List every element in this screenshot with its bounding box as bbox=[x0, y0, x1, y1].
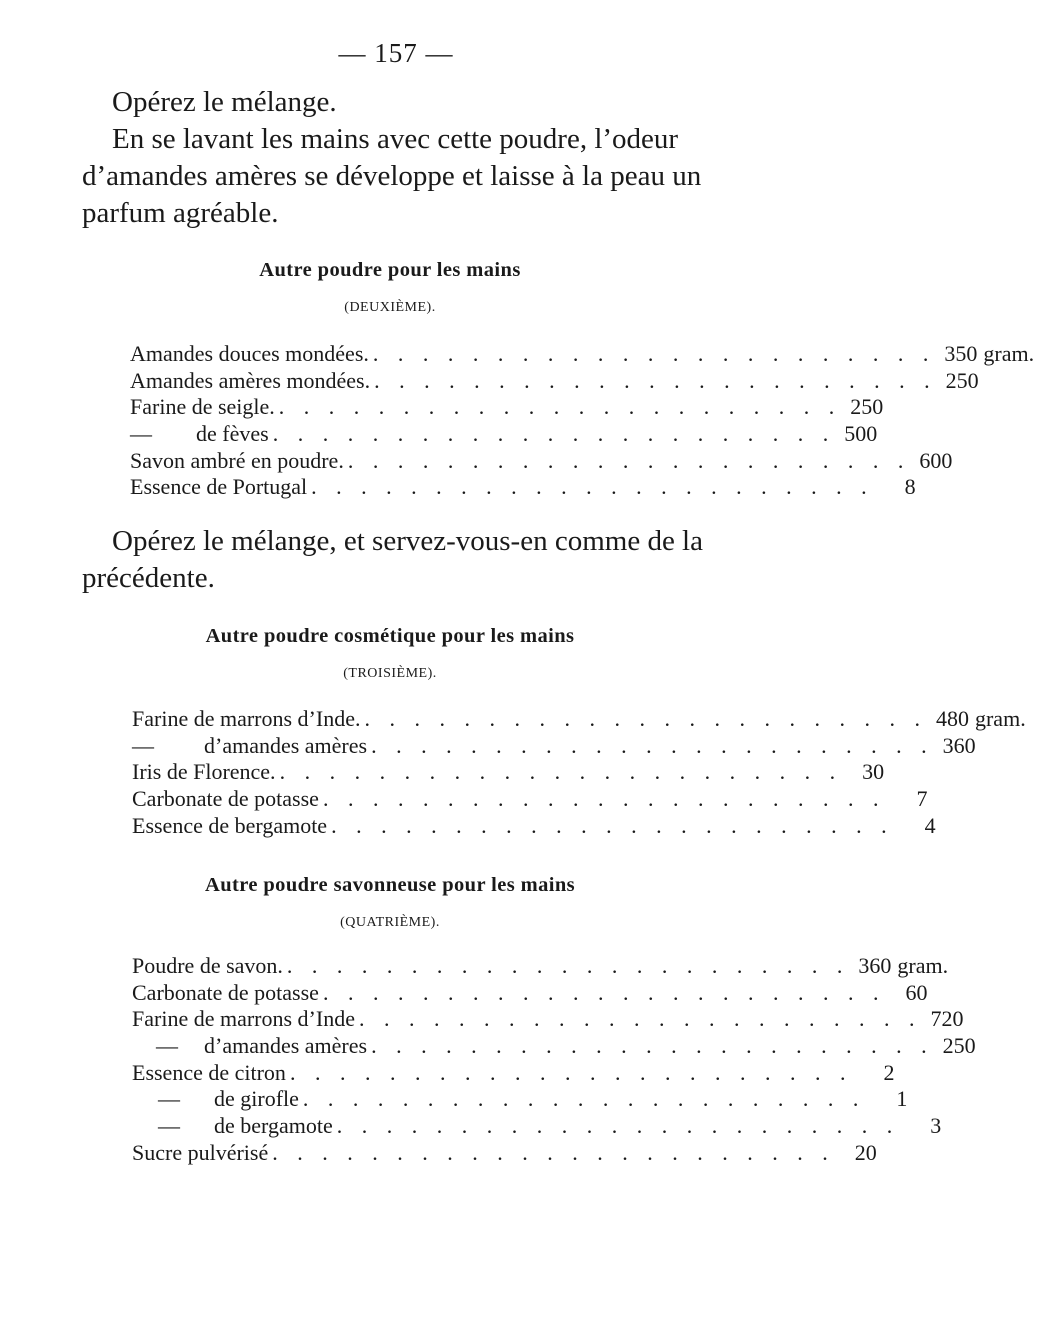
ingredient-qty: 3 bbox=[930, 1113, 942, 1139]
leader-dots: . . . . . . . . . . . . . . . . . . . . . . . bbox=[272, 1139, 835, 1165]
leader-dots: . . . . . . . . . . . . . . . . . . . . . . . bbox=[278, 394, 842, 420]
ingredient-name bbox=[130, 421, 269, 447]
ingredient-qty: 1 bbox=[896, 1086, 908, 1112]
ingredient-row bbox=[130, 447, 953, 475]
ingredient-qty: 720 bbox=[930, 1006, 964, 1032]
ingredient-row bbox=[132, 786, 928, 813]
ingredient-row bbox=[132, 812, 936, 840]
paragraph-2: En se lavant les mains avec cette poudre, l’odeur d’amandes amères se développe et laisse à la peau un parfum agréable. bbox=[82, 123, 702, 229]
ingredient-row bbox=[130, 474, 916, 501]
ingredient-name bbox=[132, 1086, 299, 1112]
leader-dots: . . . . . . . . . . . . . . . . . . . . . . . bbox=[279, 759, 843, 785]
ingredient-name-text: d’amandes amères bbox=[204, 1033, 368, 1059]
ingredient-name bbox=[132, 1033, 367, 1059]
ingredient-name: Essence de Portugal bbox=[130, 474, 308, 500]
leader-dots: . . . . . . . . . . . . . . . . . . . . . . . bbox=[336, 1113, 900, 1139]
section-3-subtitle bbox=[0, 914, 780, 931]
ingredient-qty: 60 bbox=[905, 979, 928, 1005]
section-1-subtitle bbox=[0, 299, 780, 316]
leader-dots: . . . . . . . . . . . . . . . . . . . . . . . bbox=[374, 367, 937, 393]
ingredient-row bbox=[132, 979, 928, 1007]
leader-dots: . . . . . . . . . . . . . . . . . . . . . . . bbox=[371, 732, 934, 758]
ingredient-name: Poudre de savon. bbox=[132, 953, 283, 978]
ingredient-row bbox=[130, 367, 979, 395]
ingredient-row bbox=[132, 706, 1026, 733]
ingredient-row bbox=[132, 732, 976, 760]
ditto-dash: — bbox=[132, 732, 154, 758]
ingredient-name: Carbonate de potasse bbox=[132, 786, 319, 812]
ingredient-name: Farine de marrons d’Inde bbox=[132, 1006, 355, 1032]
ingredient-name-text: d’amandes amères bbox=[204, 732, 368, 758]
ingredient-row bbox=[132, 1006, 964, 1033]
ingredient-row bbox=[130, 394, 884, 421]
paragraph-1-text: Opérez le mélange. bbox=[112, 86, 337, 118]
ingredient-row bbox=[132, 1033, 976, 1060]
ingredient-qty: 350 bbox=[944, 341, 978, 366]
ingredient-qty: 30 bbox=[862, 759, 885, 785]
ingredient-qty: 500 bbox=[844, 421, 878, 447]
ditto-dash: — bbox=[130, 421, 152, 447]
leader-dots: . . . . . . . . . . . . . . . . . . . . . . . bbox=[371, 1033, 934, 1059]
paragraph-3: Opérez le mélange, et servez-vous-en comme de la précédente. bbox=[82, 525, 703, 594]
ingredient-name bbox=[132, 1113, 333, 1139]
leader-dots: . . . . . . . . . . . . . . . . . . . . . . . bbox=[302, 1086, 866, 1112]
ingredient-name bbox=[132, 733, 367, 759]
leader-dots: . . . . . . . . . . . . . . . . . . . . . . . bbox=[322, 979, 886, 1005]
ingredient-name: Sucre pulvérisé bbox=[132, 1139, 269, 1165]
ingredient-list-1 bbox=[130, 341, 1035, 501]
ingredient-row bbox=[132, 759, 885, 786]
section-2-subtitle bbox=[0, 665, 780, 682]
ingredient-qty: 360 bbox=[942, 732, 976, 758]
ingredient-qty: 2 bbox=[883, 1059, 895, 1085]
leader-dots: . . . . . . . . . . . . . . . . . . . . . . . bbox=[289, 1059, 853, 1085]
section-3-title: Autre poudre savonneuse pour les mains bbox=[204, 874, 576, 896]
leader-dots: . . . . . . . . . . . . . . . . . . . . . . . bbox=[372, 341, 936, 366]
ingredient-qty: 480 bbox=[935, 706, 969, 731]
ingredient-name: Essence de bergamote bbox=[132, 812, 328, 838]
ditto-dash: — bbox=[156, 1033, 178, 1059]
ingredient-row bbox=[132, 1139, 877, 1167]
leader-dots: . . . . . . . . . . . . . . . . . . . . . . . bbox=[347, 447, 911, 473]
ingredient-row bbox=[132, 1059, 895, 1087]
ingredient-qty: 360 bbox=[858, 953, 892, 978]
section-2-subtitle-text: (TROISIÈME). bbox=[343, 666, 437, 681]
ingredient-row bbox=[130, 341, 1035, 368]
ingredient-name: Iris de Florence. bbox=[132, 759, 276, 785]
ingredient-row bbox=[132, 953, 949, 980]
ditto-dash: — bbox=[158, 1113, 180, 1139]
ingredient-qty: 20 bbox=[854, 1139, 877, 1165]
leader-dots: . . . . . . . . . . . . . . . . . . . . . . . bbox=[272, 421, 836, 447]
ingredient-name: Amandes amères mondées. bbox=[130, 367, 371, 393]
ingredient-name-text: de girofle bbox=[214, 1086, 299, 1112]
section-1-title: Autre poudre pour les mains bbox=[259, 259, 521, 281]
leader-dots: . . . . . . . . . . . . . . . . . . . . . . . bbox=[322, 786, 886, 812]
ingredient-unit: gram. bbox=[897, 953, 949, 978]
section-2-title: Autre poudre cosmétique pour les mains bbox=[205, 625, 575, 647]
ingredient-qty: 4 bbox=[924, 812, 936, 838]
leader-dots: . . . . . . . . . . . . . . . . . . . . . . . bbox=[286, 953, 850, 978]
leader-dots: . . . . . . . . . . . . . . . . . . . . . . . bbox=[331, 812, 894, 838]
ingredient-list-3 bbox=[132, 953, 976, 1167]
ingredient-qty: 250 bbox=[945, 367, 979, 393]
ingredient-qty: 250 bbox=[942, 1033, 976, 1059]
ingredient-qty: 8 bbox=[904, 474, 916, 500]
ingredient-qty: 250 bbox=[850, 394, 884, 420]
ingredient-qty: 600 bbox=[919, 447, 953, 473]
paragraph-1 bbox=[82, 84, 722, 121]
ingredient-name-text: de fèves bbox=[196, 421, 269, 447]
ingredient-unit: gram. bbox=[974, 706, 1026, 731]
ingredient-name: Farine de seigle. bbox=[130, 394, 275, 420]
ingredient-name: Essence de citron bbox=[132, 1059, 286, 1085]
ingredient-name: Savon ambré en poudre. bbox=[130, 447, 344, 473]
ingredient-name-text: de bergamote bbox=[214, 1113, 333, 1139]
ingredient-row bbox=[132, 1086, 908, 1113]
leader-dots: . . . . . . . . . . . . . . . . . . . . . . . bbox=[364, 706, 927, 731]
ingredient-unit: gram. bbox=[983, 341, 1035, 366]
page-number: — 157 — bbox=[338, 38, 454, 68]
section-3-subtitle-text: (QUATRIÈME). bbox=[340, 915, 440, 930]
ingredient-row bbox=[130, 421, 878, 448]
ingredient-row bbox=[132, 1113, 942, 1140]
leader-dots: . . . . . . . . . . . . . . . . . . . . . . . bbox=[358, 1006, 922, 1032]
ingredient-name: Amandes douces mondées. bbox=[130, 341, 369, 366]
ditto-dash: — bbox=[158, 1086, 180, 1112]
ingredient-name: Farine de marrons d’Inde. bbox=[132, 706, 361, 731]
leader-dots: . . . . . . . . . . . . . . . . . . . . . . . bbox=[311, 474, 874, 500]
ingredient-list-2 bbox=[132, 706, 1026, 839]
ingredient-name: Carbonate de potasse bbox=[132, 979, 319, 1005]
section-1-subtitle-text: (DEUXIÈME). bbox=[344, 300, 436, 315]
ingredient-qty: 7 bbox=[916, 786, 928, 812]
